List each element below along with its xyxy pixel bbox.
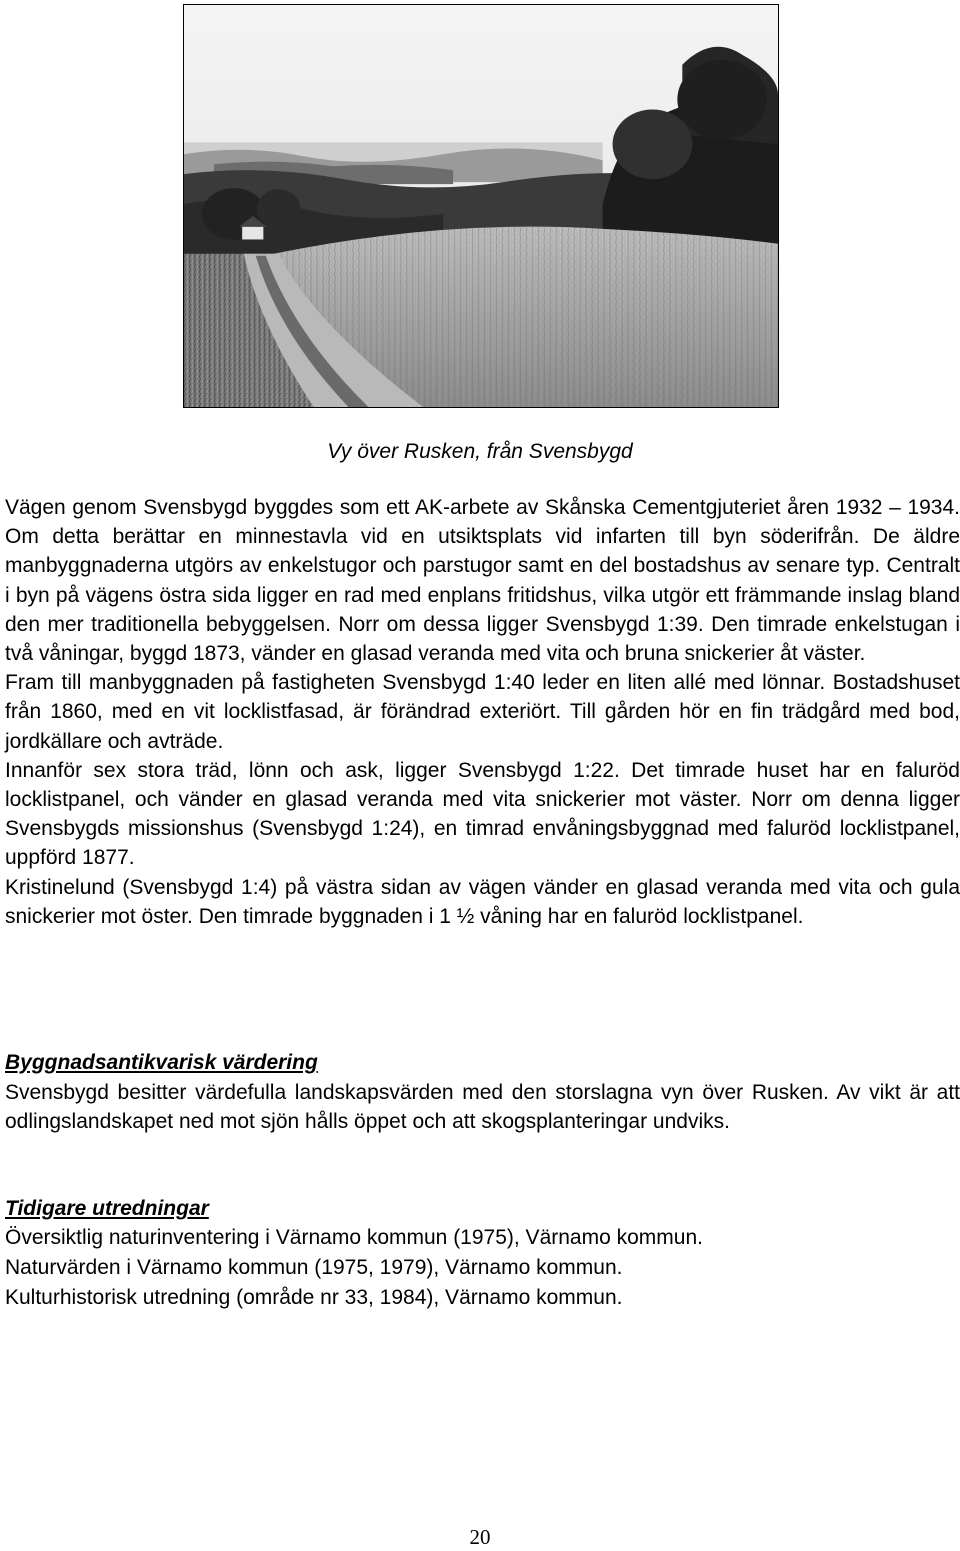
page-number: 20 (469, 1525, 491, 1549)
list-item: Naturvärden i Värnamo kommun (1975, 1979), Värnamo kommun. (5, 1256, 623, 1279)
valuation-text (5, 1078, 960, 1136)
body-text (5, 493, 960, 931)
previous-studies-list (5, 1223, 960, 1313)
figure-caption: Vy över Rusken, från Svensbygd (327, 440, 633, 463)
body-paragraph: Kristinelund (Svensbygd 1:4) på västra sidan av vägen vänder en glasad veranda med vita och gula snickerier mot öster. Den timrade byggnaden i 1 ½ våning har en faluröd locklistpanel. (5, 875, 960, 928)
body-paragraph: Fram till manbyggnaden på fastigheten Svensbygd 1:40 leder en liten allé med lönnar. Bostadshuset från 1860, med en vit locklistfasad, är förändrad exteriört. Till gården hör en fin trädgård med bod, jordkällare och avträde. (5, 671, 960, 753)
valuation-paragraph: Svensbygd besitter värdefulla landskapsvärden med den storslagna vyn över Rusken. Av vikt är att odlingslandskapet ned mot sjön hålls öppet och att skogsplanteringar undviks. (5, 1081, 960, 1134)
body-paragraph: Vägen genom Svensbygd byggdes som ett AK-arbete av Skånska Cementgjuteriet åren 1932 – 1934. Om detta berättar en minnestavla vid en utsiktsplats vid infarten till byn söderifrån. De äldre manbyggnaderna utgörs av enkelstugor och parstugor samt en del bostadshus av senare typ. Centralt i byn på vägens östra sida ligger en rad med enplans fritidshus, vilka utgör ett främmande inslag bland den mer traditionella bebyggelsen. Norr om dessa ligger Svensbygd 1:39. Den timrade enkelstugan i två våningar, byggd 1873, vänder en glasad veranda med vita och bruna snickerier åt väster. (5, 496, 960, 666)
landscape-photo (183, 4, 779, 408)
valuation-heading: Byggnadsantikvarisk värdering (5, 1051, 318, 1074)
list-item: Översiktlig naturinventering i Värnamo kommun (1975), Värnamo kommun. (5, 1226, 703, 1249)
previous-studies-heading: Tidigare utredningar (5, 1197, 209, 1220)
landscape-photo-drawing (184, 5, 778, 407)
body-paragraph: Innanför sex stora träd, lönn och ask, ligger Svensbygd 1:22. Det timrade huset har en faluröd locklistpanel, och vänder en glasad veranda med vita snickerier mot väster. Norr om denna ligger Svensbygds missionshus (Svensbygd 1:24), en timrad envåningsbyggnad med faluröd locklistpanel, uppförd 1877. (5, 758, 960, 870)
list-item: Kulturhistorisk utredning (område nr 33, 1984), Värnamo kommun. (5, 1286, 623, 1309)
